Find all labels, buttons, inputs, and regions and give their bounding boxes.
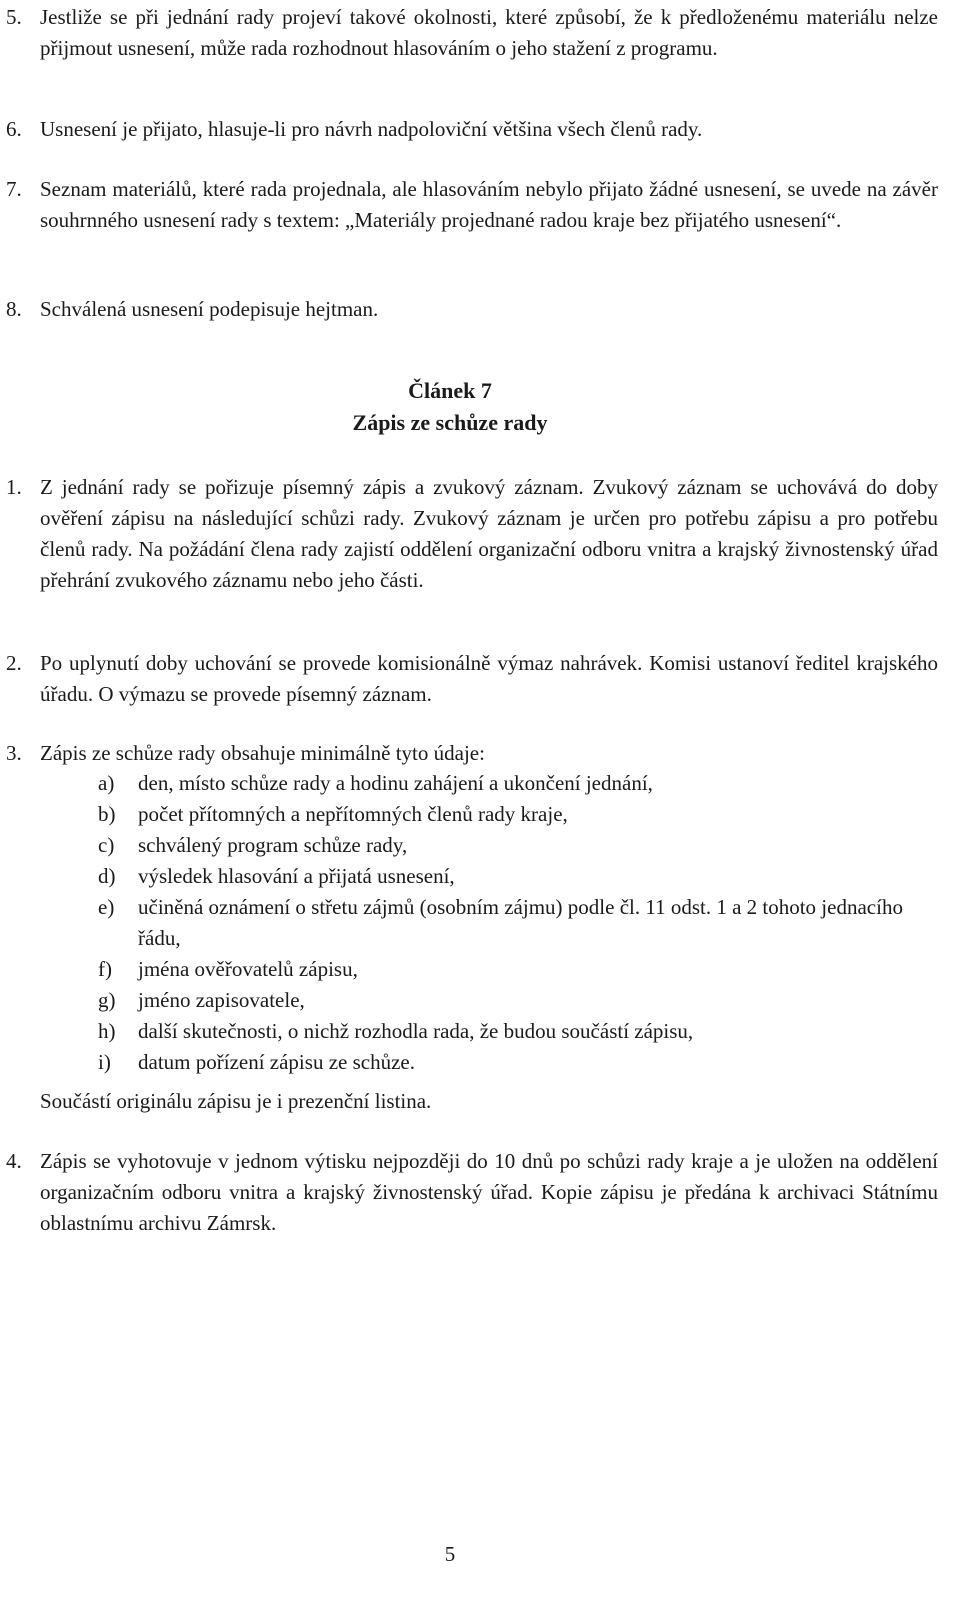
paragraph-number: 3.: [6, 741, 22, 765]
paragraph-text: Zápis ze schůze rady obsahuje minimálně tyto údaje:: [40, 741, 485, 765]
paragraph-text: Jestliže se při jednání rady projeví takové okolnosti, které způsobí, že k předloženému materiálu nelze přijmout usnesení, může rada rozhodnout hlasováním o jeho stažení z programu.: [40, 5, 938, 60]
list-item-text: výsledek hlasování a přijatá usnesení,: [138, 864, 455, 888]
list-item: [98, 1016, 938, 1047]
article-paragraph-1: [6, 472, 938, 596]
list-item-text: datum pořízení zápisu ze schůze.: [138, 1050, 415, 1074]
paragraph-text: Usnesení je přijato, hlasuje-li pro návrh nadpoloviční většina všech členů rady.: [40, 117, 703, 141]
paragraph-number: 6.: [6, 117, 22, 141]
paragraph-8: [6, 294, 938, 325]
list-item-letter: i): [98, 1050, 111, 1074]
list-item-text: jméno zapisovatele,: [138, 988, 305, 1012]
article-paragraph-4: [6, 1146, 938, 1239]
list-item-letter: h): [98, 1019, 116, 1043]
article-subtitle: Zápis ze schůze rady: [352, 410, 548, 435]
list-item: [98, 861, 938, 892]
article-paragraph-2: [6, 648, 938, 710]
paragraph-6: [6, 114, 938, 145]
paragraph-text: Z jednání rady se pořizuje písemný zápis a zvukový záznam. Zvukový záznam se uchovává do doby ověření zápisu na následující schůzi rady. Zvukový záznam je určen pro potřebu zápisu a pro potřebu členů rady. Na požádání člena rady zajistí oddělení organizační odboru vnitra a krajský živnostenský úřad přehrání zvukového záznamu nebo jeho části.: [40, 475, 938, 592]
list-item-text: den, místo schůze rady a hodinu zahájení a ukončení jednání,: [138, 771, 653, 795]
note-paragraph: [40, 1086, 938, 1117]
paragraph-number: 4.: [6, 1149, 22, 1173]
paragraph-text: Schválená usnesení podepisuje hejtman.: [40, 297, 379, 321]
list-item: [98, 768, 938, 799]
page-number: 5: [444, 1542, 456, 1566]
list-item: [98, 799, 938, 830]
list-item-letter: a): [98, 771, 115, 795]
article-paragraph-3: [6, 738, 938, 769]
paragraph-number: 8.: [6, 297, 22, 321]
note-text: Součástí originálu zápisu je i prezenční listina.: [40, 1089, 432, 1113]
list-item: [98, 1047, 938, 1078]
list-item-text: další skutečnosti, o nichž rozhodla rada, že budou součástí zápisu,: [138, 1019, 694, 1043]
paragraph-number: 7.: [6, 177, 22, 201]
list-item: [98, 954, 938, 985]
paragraph-text: Seznam materiálů, které rada projednala, ale hlasováním nebylo přijato žádné usnesení, se uvede na závěr souhrnného usnesení rady s textem: „Materiály projednané radou kraje bez přijatého usnesení“.: [40, 177, 938, 232]
paragraph-number: 2.: [6, 651, 22, 675]
list-item-letter: f): [98, 957, 112, 981]
list-item-text: učiněná oznámení o střetu zájmů (osobním zájmu) podle čl. 11 odst. 1 a 2 tohoto jednacího řádu,: [138, 895, 903, 950]
list-item: [98, 985, 938, 1016]
list-item: [98, 892, 938, 954]
paragraph-number: 1.: [6, 475, 22, 499]
list-item-letter: g): [98, 988, 116, 1012]
content-list: [98, 768, 938, 1078]
paragraph-5: [6, 2, 938, 64]
paragraph-text: Zápis se vyhotovuje v jednom výtisku nejpozději do 10 dnů po schůzi rady kraje a je uložen na oddělení organizačním odboru vnitra a krajský živnostenský úřad. Kopie zápisu je předána k archivaci Státnímu oblastnímu archivu Zámrsk.: [40, 1149, 938, 1235]
paragraph-7: [6, 174, 938, 236]
list-item-text: počet přítomných a nepřítomných členů rady kraje,: [138, 802, 568, 826]
paragraph-text: Po uplynutí doby uchování se provede komisionálně výmaz nahrávek. Komisi ustanoví ředitel krajského úřadu. O výmazu se provede písemný záznam.: [40, 651, 938, 706]
list-item: [98, 830, 938, 861]
list-item-letter: e): [98, 895, 115, 919]
list-item-text: schválený program schůze rady,: [138, 833, 408, 857]
list-item-text: jména ověřovatelů zápisu,: [138, 957, 358, 981]
article-title: Článek 7: [408, 378, 492, 403]
list-item-letter: b): [98, 802, 116, 826]
list-item-letter: d): [98, 864, 116, 888]
list-item-letter: c): [98, 833, 115, 857]
paragraph-number: 5.: [6, 5, 22, 29]
